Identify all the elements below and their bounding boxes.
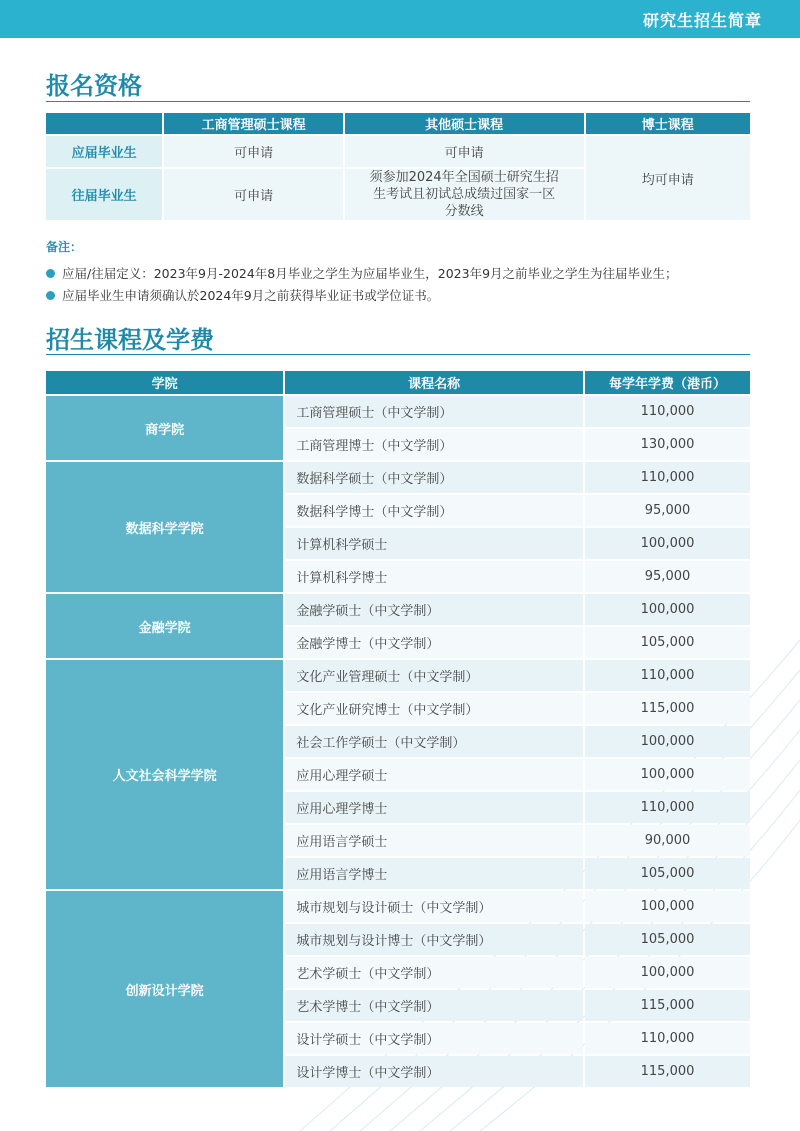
- program-row: [46, 462, 750, 493]
- course-name: 城市规划与设计硕士（中文学制）: [285, 891, 583, 922]
- note-text: 应届/往届定义：2023年9月-2024年8月毕业之学生为应届毕业生，2023年9月之前毕业之学生为往届毕业生；: [62, 266, 678, 281]
- eligibility-row-label: 应届毕业生: [46, 136, 162, 167]
- course-name: 应用语言学硕士: [285, 825, 583, 856]
- programs-header-fee: 每学年学费（港币）: [585, 371, 750, 394]
- course-name: 应用心理学硕士: [285, 759, 583, 790]
- course-fee: 100,000: [585, 759, 750, 790]
- eligibility-title: 报名资格: [46, 72, 142, 100]
- bullet-icon: [46, 291, 55, 300]
- course-fee: 115,000: [585, 990, 750, 1021]
- course-name: 数据科学博士（中文学制）: [285, 495, 583, 526]
- course-name: 艺术学博士（中文学制）: [285, 990, 583, 1021]
- course-name: 工商管理博士（中文学制）: [285, 429, 583, 460]
- programs-title: 招生课程及学费: [46, 326, 214, 354]
- course-name: 设计学硕士（中文学制）: [285, 1023, 583, 1054]
- eligibility-rule: [46, 101, 750, 102]
- course-fee: 115,000: [585, 1056, 750, 1087]
- programs-table: [44, 369, 752, 1089]
- course-fee: 100,000: [585, 528, 750, 559]
- eligibility-table: [44, 111, 752, 222]
- note-text: 应届毕业生申请须确认於2024年9月之前获得毕业证书或学位证书。: [62, 288, 440, 303]
- course-fee: 100,000: [585, 726, 750, 757]
- eligibility-cell-other-master: 可申请: [345, 136, 584, 167]
- course-fee: 110,000: [585, 660, 750, 691]
- school-name: 创新设计学院: [46, 891, 283, 1087]
- course-name: 文化产业研究博士（中文学制）: [285, 693, 583, 724]
- course-fee: 95,000: [585, 561, 750, 592]
- course-fee: 130,000: [585, 429, 750, 460]
- eligibility-cell-mba: 可申请: [164, 169, 343, 220]
- course-fee: 110,000: [585, 792, 750, 823]
- program-row: [46, 396, 750, 427]
- eligibility-cell-phd: 均可申请: [586, 136, 751, 220]
- course-fee: 110,000: [585, 396, 750, 427]
- eligibility-header-mba: 工商管理硕士课程: [164, 113, 343, 134]
- eligibility-header-row: [46, 113, 750, 134]
- course-fee: 100,000: [585, 957, 750, 988]
- course-name: 数据科学硕士（中文学制）: [285, 462, 583, 493]
- programs-header-row: [46, 371, 750, 394]
- eligibility-cell-other-master: 须参加2024年全国硕士研究生招生考试且初试总成绩过国家一区分数线: [345, 169, 584, 220]
- program-row: [46, 660, 750, 691]
- school-name: 商学院: [46, 396, 283, 460]
- eligibility-row: [46, 136, 750, 167]
- school-name: 人文社会科学学院: [46, 660, 283, 889]
- course-fee: 110,000: [585, 1023, 750, 1054]
- programs-rule: [46, 354, 750, 355]
- programs-header-school: 学院: [46, 371, 283, 394]
- course-name: 城市规划与设计博士（中文学制）: [285, 924, 583, 955]
- bullet-icon: [46, 269, 55, 278]
- course-fee: 95,000: [585, 495, 750, 526]
- school-name: 数据科学学院: [46, 462, 283, 592]
- course-name: 应用语言学博士: [285, 858, 583, 889]
- course-fee: 110,000: [585, 462, 750, 493]
- notes-label: 备注：: [46, 240, 83, 254]
- eligibility-header-empty: [46, 113, 162, 134]
- school-name: 金融学院: [46, 594, 283, 658]
- course-name: 应用心理学博士: [285, 792, 583, 823]
- course-name: 艺术学硕士（中文学制）: [285, 957, 583, 988]
- programs-header-course: 课程名称: [285, 371, 583, 394]
- course-fee: 105,000: [585, 924, 750, 955]
- course-fee: 105,000: [585, 858, 750, 889]
- eligibility-header-other-master: 其他硕士课程: [345, 113, 584, 134]
- course-name: 计算机科学硕士: [285, 528, 583, 559]
- course-name: 金融学硕士（中文学制）: [285, 594, 583, 625]
- course-name: 文化产业管理硕士（中文学制）: [285, 660, 583, 691]
- course-name: 金融学博士（中文学制）: [285, 627, 583, 658]
- eligibility-row-label: 往届毕业生: [46, 169, 162, 220]
- course-fee: 100,000: [585, 891, 750, 922]
- eligibility-header-phd: 博士课程: [586, 113, 751, 134]
- note-item: [46, 264, 678, 282]
- course-name: 社会工作学硕士（中文学制）: [285, 726, 583, 757]
- course-name: 设计学博士（中文学制）: [285, 1056, 583, 1087]
- course-fee: 115,000: [585, 693, 750, 724]
- header-bar: [0, 0, 800, 38]
- course-fee: 105,000: [585, 627, 750, 658]
- programs-table-body: [46, 396, 750, 1087]
- program-row: [46, 891, 750, 922]
- course-name: 计算机科学博士: [285, 561, 583, 592]
- eligibility-cell-mba: 可申请: [164, 136, 343, 167]
- header-title: 研究生招生简章: [642, 11, 762, 30]
- note-item: [46, 286, 439, 304]
- course-fee: 90,000: [585, 825, 750, 856]
- course-fee: 100,000: [585, 594, 750, 625]
- course-name: 工商管理硕士（中文学制）: [285, 396, 583, 427]
- program-row: [46, 594, 750, 625]
